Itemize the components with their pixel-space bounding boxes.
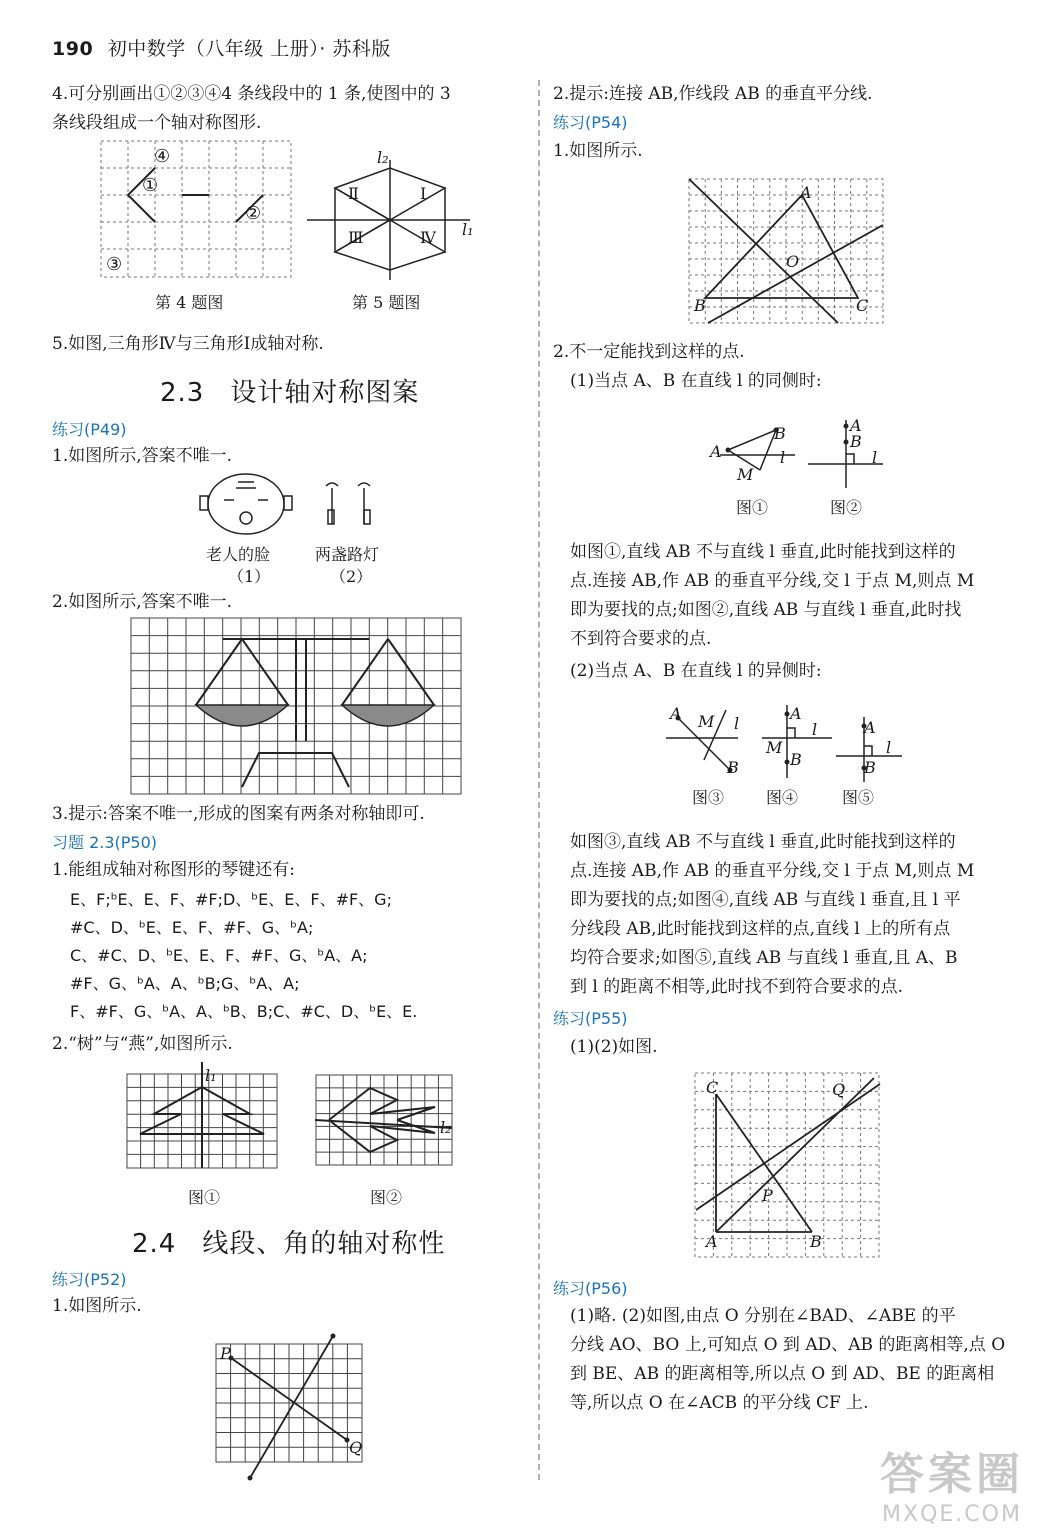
piano-key-list bbox=[70, 886, 417, 1026]
ex52-q1: 1.如图所示. bbox=[52, 1296, 142, 1316]
watermark-main: 答案圈 bbox=[880, 1449, 1024, 1500]
figure-4-grid bbox=[100, 140, 292, 278]
c3-label-b: B bbox=[727, 758, 739, 777]
exercise-p54-heading: 练习(P54) bbox=[553, 113, 628, 132]
fig4-label-1: ① bbox=[142, 175, 159, 196]
para2-line-3: 即为要找的点;如图④,直线 AB 与直线 l 垂直,且 l 平 bbox=[570, 890, 961, 910]
paragraph-case-1 bbox=[570, 538, 974, 654]
exercise-p52-heading: 练习(P52) bbox=[52, 1270, 127, 1289]
section-2-3-title bbox=[160, 372, 419, 409]
section-2-3-text: 设计轴对称图案 bbox=[230, 378, 420, 408]
hw23-q2: 2.“树”与“燕”,如图所示. bbox=[52, 1034, 233, 1054]
case-figure-5-caption: 图⑤ bbox=[842, 788, 875, 807]
tree-axis-label: l₁ bbox=[205, 1066, 217, 1085]
exercise-p56-heading: 练习(P56) bbox=[553, 1279, 628, 1298]
piano-keys-line-4: #F、G、ᵇA、A、ᵇB;G、ᵇA、A; bbox=[70, 974, 300, 993]
ex49-q3: 3.提示:答案不唯一,形成的图案有两条对称轴即可. bbox=[52, 804, 425, 824]
c2-label-a: A bbox=[850, 416, 862, 435]
triangle-vertex-c: C bbox=[856, 296, 869, 315]
lamp-caption: 两盏路灯 bbox=[315, 545, 380, 564]
tree-figure-caption: 图① bbox=[188, 1188, 221, 1207]
case-figure-1-caption: 图① bbox=[736, 498, 769, 517]
old-man-face-figure bbox=[196, 470, 296, 540]
para3-line-1: (1)略. (2)如图,由点 O 分别在∠BAD、∠ABE 的平 bbox=[570, 1306, 956, 1326]
case-figure-3-caption: 图③ bbox=[692, 788, 725, 807]
cqpab-grid bbox=[694, 1072, 882, 1258]
para2-line-1: 如图③,直线 AB 不与直线 l 垂直,此时能找到这样的 bbox=[570, 832, 956, 852]
hw23-q1: 1.能组成轴对称图形的琴键还有: bbox=[52, 860, 295, 880]
book-title: 初中数学（八年级 上册）· 苏科版 bbox=[107, 38, 391, 60]
para2-line-2: 点.连接 AB,作 AB 的垂直平分线,交 l 于点 M,则点 M bbox=[570, 861, 975, 881]
case-2-heading: (2)当点 A、B 在直线 l 的异侧时: bbox=[570, 661, 822, 681]
c4-label-l: l bbox=[812, 720, 818, 739]
page-number: 190 bbox=[52, 38, 94, 60]
para2-line-5: 均符合要求;如图⑤,直线 AB 与直线 l 垂直,且 A、B bbox=[570, 948, 958, 968]
piano-keys-line-2: #C、D、ᵇE、E、F、#F、G、ᵇA; bbox=[70, 918, 314, 937]
para1-line-4: 不到符合要求的点. bbox=[570, 629, 712, 649]
piano-keys-line-1: E、F;ᵇE、E、F、#F;D、ᵇE、E、F、#F、G; bbox=[70, 890, 392, 909]
c4-label-a: A bbox=[790, 704, 802, 723]
c1-label-l: l bbox=[780, 448, 786, 467]
para3-line-2: 分线 AO、BO 上,可知点 O 到 AD、AB 的距离相等,点 O bbox=[570, 1335, 1006, 1355]
swallow-figure bbox=[315, 1074, 455, 1166]
case-figure-2-caption: 图② bbox=[830, 498, 863, 517]
c1-label-a: A bbox=[710, 442, 722, 461]
c2-label-l: l bbox=[872, 448, 878, 467]
page-header bbox=[52, 34, 391, 61]
section-2-4-title bbox=[132, 1223, 445, 1260]
section-2-3-number: 2.3 bbox=[160, 378, 205, 408]
pq-bisector-grid bbox=[215, 1330, 367, 1480]
point-p-label-right: P bbox=[762, 1186, 773, 1205]
column-divider bbox=[538, 80, 540, 1480]
street-lamps-figure bbox=[322, 480, 382, 530]
fig4-label-4: ④ bbox=[154, 146, 171, 167]
section-2-4-number: 2.4 bbox=[132, 1229, 177, 1259]
piano-keys-line-5: F、#F、G、ᵇA、A、ᵇB、B;C、#C、D、ᵇE、E. bbox=[70, 1002, 418, 1021]
swallow-axis-label: l₂ bbox=[440, 1118, 452, 1137]
case-figure-5 bbox=[836, 712, 916, 784]
q4-line2: 条线段组成一个轴对称图形. bbox=[52, 113, 262, 133]
para2-line-4: 分线段 AB,此时能找到这样的点,直线 l 上的所有点 bbox=[570, 919, 951, 939]
c3-label-m: M bbox=[698, 712, 715, 731]
fig5-label-I: Ⅰ bbox=[420, 184, 427, 203]
watermark bbox=[880, 1438, 1024, 1527]
point-q-label: Q bbox=[349, 1438, 363, 1457]
c3-label-a: A bbox=[670, 704, 682, 723]
exercise-p49-heading: 练习(P49) bbox=[52, 420, 127, 439]
fig5-label-III: Ⅲ bbox=[348, 228, 364, 247]
c1-label-b: B bbox=[774, 424, 786, 443]
section-2-4-text: 线段、角的轴对称性 bbox=[202, 1229, 446, 1259]
point-b-label-right: B bbox=[810, 1232, 822, 1251]
triangle-abc-grid bbox=[688, 178, 884, 324]
c5-label-a: A bbox=[864, 718, 876, 737]
fig5-label-II: Ⅱ bbox=[348, 184, 359, 203]
c1-label-m: M bbox=[737, 465, 754, 484]
c4-label-b: B bbox=[790, 750, 802, 769]
c3-label-l: l bbox=[734, 714, 740, 733]
homework-2-3-heading: 习题 2.3(P50) bbox=[52, 833, 158, 852]
question-5: 5.如图,三角形Ⅳ与三角形Ⅰ成轴对称. bbox=[52, 334, 324, 354]
para1-line-2: 点.连接 AB,作 AB 的垂直平分线,交 l 于点 M,则点 M bbox=[570, 571, 975, 591]
swallow-figure-caption: 图② bbox=[370, 1188, 403, 1207]
case-1-heading: (1)当点 A、B 在直线 l 的同侧时: bbox=[570, 371, 822, 391]
point-q-label-right: Q bbox=[832, 1080, 846, 1099]
fig4-label-3: ③ bbox=[106, 254, 123, 275]
point-a-label-right: A bbox=[706, 1232, 718, 1251]
fig4-label-2: ② bbox=[245, 203, 262, 224]
para3-line-4: 等,所以点 O 在∠ACB 的平分线 CF 上. bbox=[570, 1393, 869, 1413]
paragraph-case-2 bbox=[570, 828, 974, 1002]
triangle-vertex-a: A bbox=[800, 183, 812, 202]
balance-scale-grid bbox=[130, 617, 462, 795]
tree-figure bbox=[126, 1062, 282, 1170]
ex49-q1: 1.如图所示,答案不唯一. bbox=[52, 446, 233, 466]
ex54-q2: 2.不一定能找到这样的点. bbox=[553, 342, 745, 362]
para1-line-3: 即为要找的点;如图②,直线 AB 与直线 l 垂直,此时找 bbox=[570, 600, 962, 620]
c2-label-b: B bbox=[850, 432, 862, 451]
exercise-p55-heading: 练习(P55) bbox=[553, 1009, 628, 1028]
triangle-vertex-b: B bbox=[694, 296, 706, 315]
fig5-label-l1: l₁ bbox=[462, 220, 474, 239]
para2-line-6: 到 l 的距离不相等,此时找不到符合要求的点. bbox=[570, 977, 904, 997]
c4-label-m: M bbox=[766, 738, 783, 757]
piano-keys-line-3: C、#C、D、ᵇE、E、F、#F、G、ᵇA、A; bbox=[70, 946, 368, 965]
triangle-point-o: O bbox=[786, 252, 800, 271]
c5-label-b: B bbox=[864, 758, 876, 777]
figure-5-caption: 第 5 题图 bbox=[352, 293, 421, 312]
face-caption: 老人的脸 bbox=[206, 545, 271, 564]
q2-hint: 2.提示:连接 AB,作线段 AB 的垂直平分线. bbox=[553, 84, 873, 104]
figure-4-caption: 第 4 题图 bbox=[155, 293, 224, 312]
ex54-q1: 1.如图所示. bbox=[553, 141, 643, 161]
paragraph-p56 bbox=[570, 1302, 1005, 1418]
para3-line-3: 到 BE、AB 的距离相等,所以点 O 到 AD、BE 的距离相 bbox=[570, 1364, 995, 1384]
q4-line1: 4.可分别画出①②③④4 条线段中的 1 条,使图中的 3 bbox=[52, 84, 451, 104]
face-number: （1） bbox=[228, 567, 271, 586]
case-figure-1 bbox=[710, 420, 800, 490]
lamp-number: （2） bbox=[330, 567, 373, 586]
figure-5-triangles bbox=[305, 150, 480, 285]
fig5-label-IV: Ⅳ bbox=[420, 228, 436, 247]
para1-line-1: 如图①,直线 AB 不与直线 l 垂直,此时能找到这样的 bbox=[570, 542, 956, 562]
fig5-label-l2: l₂ bbox=[377, 148, 389, 167]
ex55-answer: (1)(2)如图. bbox=[570, 1037, 658, 1057]
ex49-q2: 2.如图所示,答案不唯一. bbox=[52, 592, 233, 612]
c5-label-l: l bbox=[886, 738, 892, 757]
watermark-url: MXQE.COM bbox=[882, 1502, 1022, 1527]
point-p-label: P bbox=[220, 1344, 231, 1363]
point-c-label: C bbox=[706, 1078, 719, 1097]
question-4 bbox=[52, 80, 532, 138]
case-figure-4-caption: 图④ bbox=[766, 788, 799, 807]
